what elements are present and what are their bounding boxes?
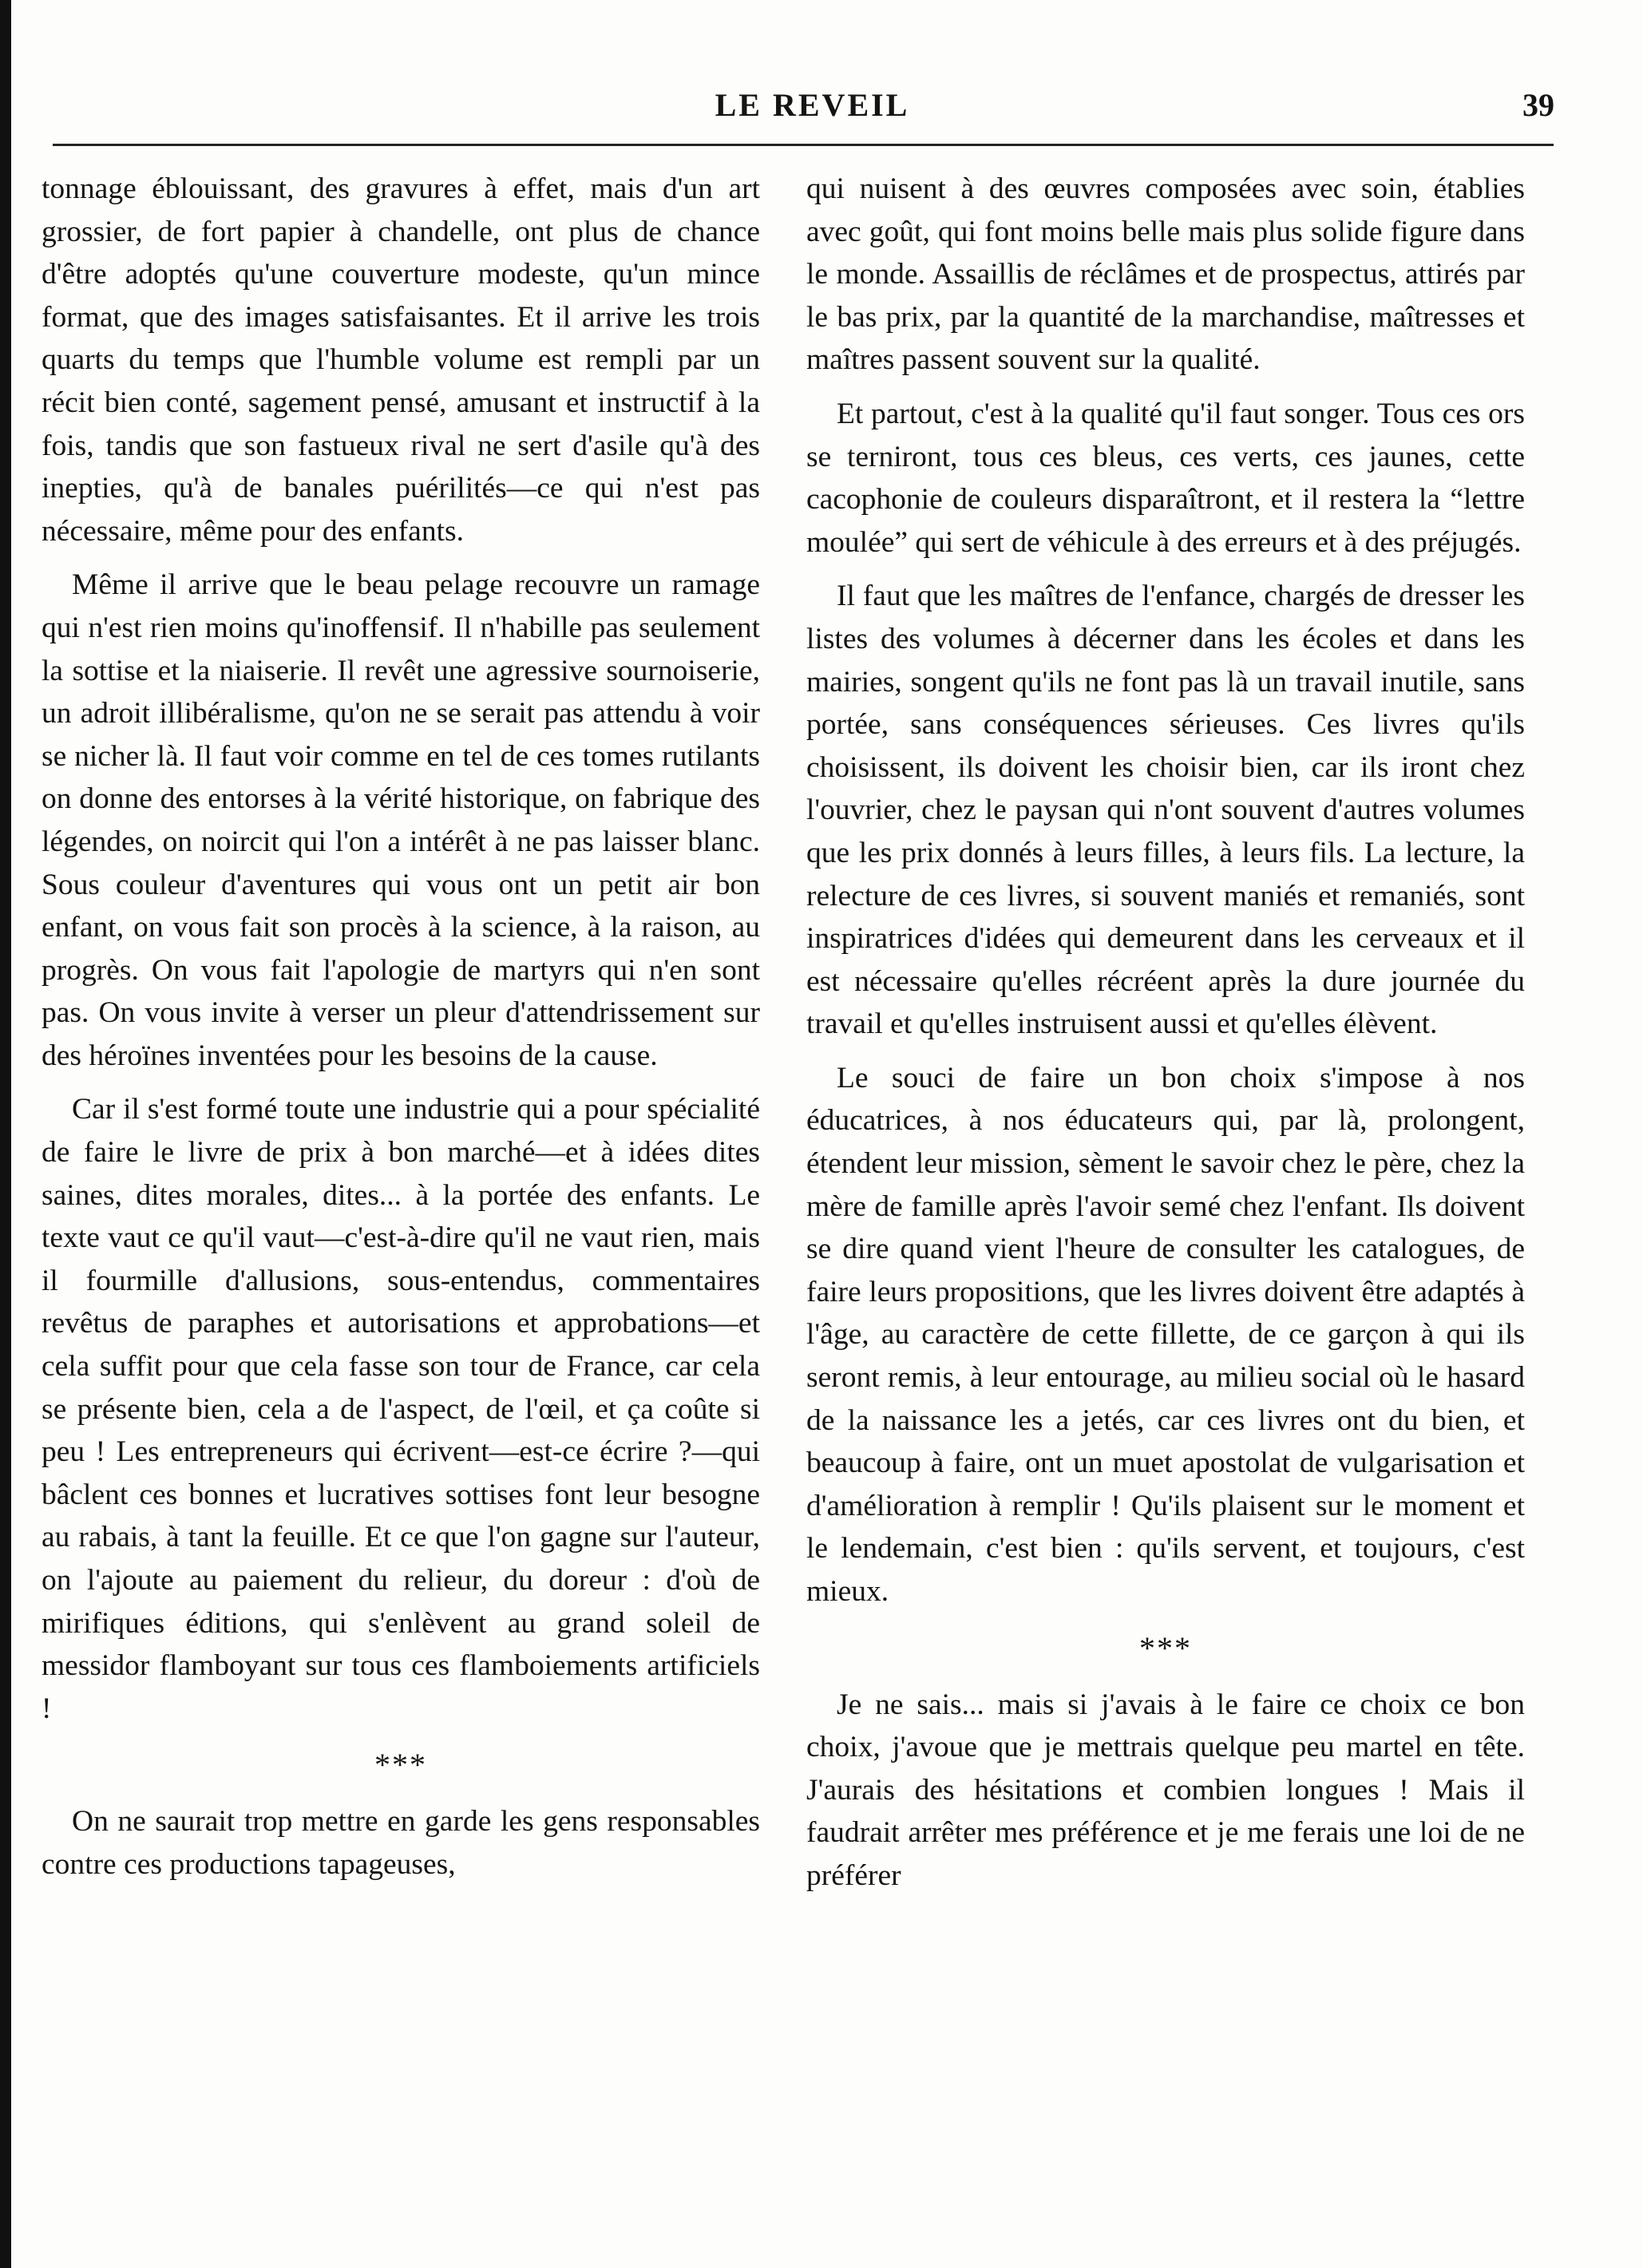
left-paragraph-3: Car il s'est formé toute une industrie qui a pour spécialité de faire le livre de prix à bon marché—et à idées dites saines, dites morales, dites... à la portée des enfants. Le texte vaut ce qu'il vaut—c'est-à-dire qu'il ne vaut rien, mais il fourmille d'allusions, sous-entendus, commentaires revêtus de paraphes et autorisations et approbations—et cela suffit pour que cela fasse son tour de France, car cela se présente bien, cela a de l'aspect, de l'œil, et ça coûte si peu ! Les entrepreneurs qui écrivent—est-ce écrire ?—qui bâclent ces bonnes et lucratives sottises font leur besogne au rabais, à tant la feuille. Et ce que l'on gagne sur l'auteur, on l'ajoute au paiement du relieur, du doreur : d'où de mirifiques éditions, qui s'enlèvent au grand soleil de messidor flamboyant sur tous ces flamboiements artificiels ! — [42, 1093, 760, 1725]
right-paragraph-5: Je ne sais... mais si j'avais à le faire ce choix ce bon choix, j'avoue que je mettrais quelque peu martel en tête. J'aurais des hésitations et combien longues ! Mais il faudrait arrêter mes préférence et je me ferais une loi de ne préférer — [806, 1688, 1525, 1892]
page-number: 39 — [1522, 87, 1554, 123]
left-paragraph-4: On ne saurait trop mettre en garde les gens responsables contre ces productions tapageuses, — [42, 1805, 760, 1881]
right-paragraph-1: qui nuisent à des œuvres composées avec soin, établies avec goût, qui font moins belle mais plus solide figure dans le monde. Assaillis de réclâmes et de prospectus, attirés par le bas prix, par la quantité de la marchandise, maîtresses et maîtres passent souvent sur la qualité. — [806, 172, 1525, 377]
right-column — [806, 168, 1525, 1898]
left-column — [42, 168, 760, 1886]
left-paragraph-2: Même il arrive que le beau pelage recouvre un ramage qui n'est rien moins qu'inoffensif. Il n'habille pas seulement la sottise et la niaiserie. Il revêt une agressive sournoiserie, un adroit illibéralisme, qu'on ne se serait pas attendu à voir se nicher là. Il faut voir comme en tel de ces tomes rutilants on donne des entorses à la vérité historique, on fabrique des légendes, on noircit qui l'on a intérêt à ne pas laisser blanc. Sous couleur d'aventures qui vous ont un petit air bon enfant, on vous fait son procès à la science, à la raison, au progrès. On vous fait l'apologie de martyrs qui n'en sont pas. On vous invite à verser un pleur d'attendrissement sur des héroïnes inventées pour les besoins de la cause. — [42, 568, 760, 1072]
right-paragraph-2: Et partout, c'est à la qualité qu'il faut songer. Tous ces ors se terniront, tous ces bleus, ces verts, ces jaunes, cette cacophonie de couleurs disparaîtront, et il restera la “lettre moulée” qui sert de véhicule à des erreurs et à des préjugés. — [806, 397, 1525, 559]
left-paragraph-1: tonnage éblouissant, des gravures à effet, mais d'un art grossier, de fort papier à chandelle, ont plus de chance d'être adoptés qu'une couverture modeste, qu'un mince format, que des images satisfaisantes. Et il arrive les trois quarts du temps que l'humble volume est rempli par un récit bien conté, sagement pensé, amusant et instructif à la fois, tandis que son fastueux rival ne sert d'asile qu'à des inepties, qu'à de banales puérilités—ce qui n'est pas nécessaire, même pour des enfants. — [42, 172, 760, 548]
right-paragraph-4: Le souci de faire un bon choix s'impose à nos éducatrices, à nos éducateurs qui, par là, prolongent, étendent leur mission, sèment le savoir chez le père, chez la mère de famille après l'avoir semé chez l'enfant. Ils doivent se dire quand vient l'heure de consulter les catalogues, de faire leurs propositions, que les livres doivent être adaptés à l'âge, au caractère de cette fillette, de ce garçon à qui ils seront remis, à leur entourage, au milieu social où le hasard de la naissance les a jetés, car ces livres ont du bien, et beaucoup à faire, ont un muet apostolat de vulgarisation et d'amélioration à remplir ! Qu'ils plaisent sur le moment et le lendemain, c'est bien : qu'ils servent, et toujours, c'est mieux. — [806, 1061, 1525, 1608]
page-binding-edge — [0, 0, 11, 2268]
running-header — [56, 86, 1569, 134]
section-break-asterism: *** — [374, 1747, 427, 1783]
section-break-asterism: *** — [1139, 1629, 1192, 1666]
right-paragraph-3: Il faut que les maîtres de l'enfance, chargés de dresser les listes des volumes à décerner dans les écoles et dans les mairies, songent qu'ils ne font pas là un travail inutile, sans portée, sans conséquences sérieuses. Ces livres qu'ils choisissent, ils doivent les choisir bien, car ils iront chez l'ouvrier, chez le paysan qui n'ont souvent d'autres volumes que les prix donnés à leurs filles, à leurs fils. La lecture, la relecture de ces livres, si souvent maniés et remaniés, sont inspiratrices d'idées qui demeurent dans les cerveaux et il est nécessaire qu'elles récréent après la dure journée du travail et qu'elles instruisent aussi et qu'elles élèvent. — [806, 580, 1525, 1041]
header-rule — [53, 144, 1554, 146]
journal-title: LE REVEIL — [715, 87, 910, 123]
